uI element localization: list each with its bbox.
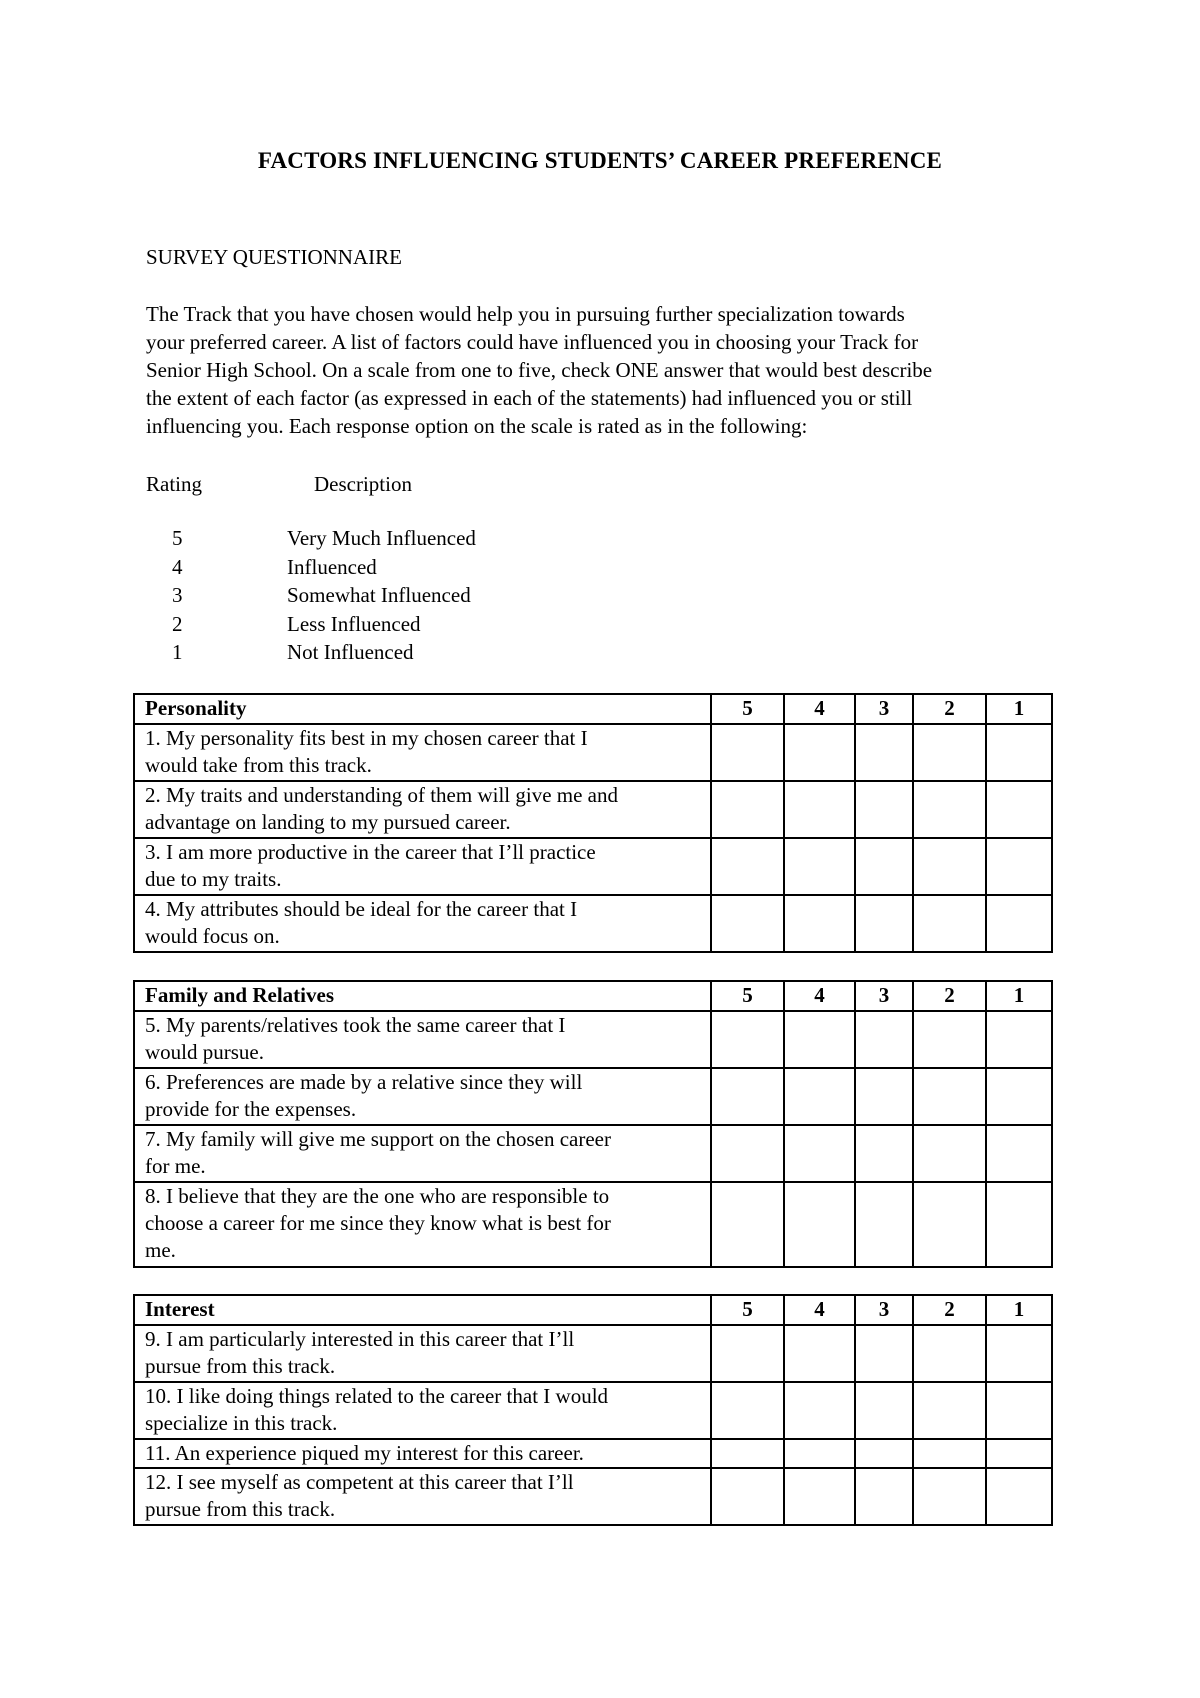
rating-column-header: 4 [784,1295,855,1325]
rating-checkbox-4[interactable] [784,1182,855,1267]
rating-checkbox-5[interactable] [711,895,784,952]
rating-header: Rating [146,472,202,496]
rating-checkbox-2[interactable] [913,1182,986,1267]
rating-checkbox-5[interactable] [711,1468,784,1525]
question-statement [134,1125,711,1182]
question-statement [134,1011,711,1068]
rating-column-header: 1 [986,981,1052,1011]
rating-checkbox-1[interactable] [986,1468,1052,1525]
rating-checkbox-2[interactable] [913,838,986,895]
rating-checkbox-3[interactable] [855,1468,913,1525]
scale-header [146,472,412,497]
rating-checkbox-2[interactable] [913,1011,986,1068]
rating-checkbox-1[interactable] [986,838,1052,895]
rating-checkbox-5[interactable] [711,781,784,838]
rating-checkbox-4[interactable] [784,1011,855,1068]
survey-table [133,693,1053,953]
rating-column-header: 2 [913,981,986,1011]
statement-line: specialize in this track. [145,1411,338,1435]
question-statement [134,1182,711,1267]
question-statement [134,724,711,781]
statement-line: 4. My attributes should be ideal for the career that I [145,897,578,921]
statement-line: 7. My family will give me support on the chosen career [145,1127,611,1151]
rating-checkbox-4[interactable] [784,724,855,781]
rating-checkbox-1[interactable] [986,1011,1052,1068]
scale-label: Less Influenced [287,611,421,636]
rating-checkbox-3[interactable] [855,1125,913,1182]
rating-column-header: 2 [913,694,986,724]
question-statement [134,1382,711,1439]
statement-line: for me. [145,1154,206,1178]
rating-checkbox-5[interactable] [711,1382,784,1439]
rating-column-header: 5 [711,694,784,724]
statement-line: 3. I am more productive in the career that I’ll practice [145,840,596,864]
statement-line: 1. My personality fits best in my chosen career that I [145,726,588,750]
rating-column-header: 3 [855,981,913,1011]
rating-checkbox-1[interactable] [986,781,1052,838]
rating-checkbox-1[interactable] [986,895,1052,952]
scale-value: 1 [172,640,183,664]
rating-checkbox-1[interactable] [986,1125,1052,1182]
scale-value: 5 [172,526,183,550]
question-statement [134,781,711,838]
document-subtitle: SURVEY QUESTIONNAIRE [146,245,402,269]
scale-value: 3 [172,583,183,607]
rating-checkbox-1[interactable] [986,1439,1052,1468]
rating-column-header: 4 [784,694,855,724]
statement-line: choose a career for me since they know what is best for [145,1211,611,1235]
question-row [134,838,1052,895]
statement-line: 12. I see myself as competent at this career that I’ll [145,1470,574,1494]
intro-paragraph [146,300,1066,440]
question-row [134,1468,1052,1525]
rating-checkbox-2[interactable] [913,1468,986,1525]
statement-line: pursue from this track. [145,1354,336,1378]
statement-line: 11. An experience piqued my interest for this career. [145,1441,584,1465]
rating-checkbox-3[interactable] [855,1011,913,1068]
rating-checkbox-1[interactable] [986,1382,1052,1439]
intro-line: Senior High School. On a scale from one to five, check ONE answer that would best describe [146,358,933,382]
question-row [134,1325,1052,1382]
rating-checkbox-3[interactable] [855,781,913,838]
question-statement [134,838,711,895]
scale-label: Not Influenced [287,640,414,664]
rating-checkbox-5[interactable] [711,724,784,781]
statement-line: 8. I believe that they are the one who are responsible to [145,1184,610,1208]
rating-checkbox-2[interactable] [913,781,986,838]
statement-line: 9. I am particularly interested in this career that I’ll [145,1327,575,1351]
rating-checkbox-2[interactable] [913,1068,986,1125]
survey-table [133,980,1053,1268]
question-row [134,1439,1052,1468]
rating-column-header: 3 [855,694,913,724]
rating-checkbox-3[interactable] [855,838,913,895]
statement-line: me. [145,1238,176,1262]
intro-line: your preferred career. A list of factors could have influenced you in choosing your Track for [146,330,919,354]
scale-label: Very Much Influenced [287,526,476,550]
question-statement [134,1325,711,1382]
rating-checkbox-2[interactable] [913,1325,986,1382]
rating-column-header: 1 [986,1295,1052,1325]
question-row [134,1125,1052,1182]
statement-line: would focus on. [145,924,280,948]
question-statement [134,895,711,952]
rating-checkbox-2[interactable] [913,724,986,781]
rating-checkbox-4[interactable] [784,1382,855,1439]
rating-checkbox-4[interactable] [784,1125,855,1182]
rating-checkbox-1[interactable] [986,724,1052,781]
rating-column-header: 3 [855,1295,913,1325]
section-header-row [134,981,1052,1011]
rating-checkbox-5[interactable] [711,1125,784,1182]
rating-checkbox-5[interactable] [711,1068,784,1125]
scale-label: Influenced [287,554,377,579]
section-header-row [134,694,1052,724]
statement-line: 6. Preferences are made by a relative since they will [145,1070,583,1094]
rating-checkbox-2[interactable] [913,895,986,952]
statement-line: advantage on landing to my pursued career. [145,810,511,834]
rating-checkbox-3[interactable] [855,895,913,952]
document-title: FACTORS INFLUENCING STUDENTS’ CAREER PREFERENCE [257,148,943,173]
rating-checkbox-1[interactable] [986,1325,1052,1382]
question-row [134,1382,1052,1439]
statement-line: 2. My traits and understanding of them will give me and [145,783,618,807]
rating-checkbox-5[interactable] [711,838,784,895]
rating-checkbox-4[interactable] [784,1439,855,1468]
statement-line: pursue from this track. [145,1497,336,1521]
rating-checkbox-3[interactable] [855,1439,913,1468]
question-row [134,781,1052,838]
rating-checkbox-3[interactable] [855,724,913,781]
question-row [134,724,1052,781]
section-title: Personality [134,694,711,724]
question-row [134,1068,1052,1125]
rating-checkbox-5[interactable] [711,1011,784,1068]
question-statement [134,1468,711,1525]
section-title: Interest [134,1295,711,1325]
rating-column-header: 2 [913,1295,986,1325]
intro-line: The Track that you have chosen would help you in pursuing further specialization towards [146,302,905,326]
rating-checkbox-3[interactable] [855,1325,913,1382]
rating-checkbox-2[interactable] [913,1125,986,1182]
intro-line: influencing you. Each response option on the scale is rated as in the following: [146,414,808,438]
rating-checkbox-1[interactable] [986,1182,1052,1267]
scale-value: 2 [172,611,183,636]
rating-checkbox-4[interactable] [784,1068,855,1125]
rating-checkbox-4[interactable] [784,1468,855,1525]
section-header-row [134,1295,1052,1325]
rating-checkbox-1[interactable] [986,1068,1052,1125]
rating-checkbox-5[interactable] [711,1439,784,1468]
statement-line: provide for the expenses. [145,1097,357,1121]
statement-line: 5. My parents/relatives took the same career that I [145,1013,566,1037]
rating-checkbox-5[interactable] [711,1325,784,1382]
question-row [134,1011,1052,1068]
statement-line: would pursue. [145,1040,264,1064]
section-title: Family and Relatives [134,981,711,1011]
question-statement [134,1068,711,1125]
question-statement [134,1439,711,1468]
rating-checkbox-5[interactable] [711,1182,784,1267]
scale-value: 4 [172,554,183,579]
rating-column-header: 4 [784,981,855,1011]
rating-checkbox-3[interactable] [855,1182,913,1267]
rating-checkbox-4[interactable] [784,895,855,952]
scale-label: Somewhat Influenced [287,583,471,607]
survey-table [133,1294,1053,1526]
statement-line: would take from this track. [145,753,372,777]
intro-line: the extent of each factor (as expressed in each of the statements) had influenced you or still [146,386,913,410]
rating-column-header: 5 [711,981,784,1011]
question-row [134,895,1052,952]
rating-checkbox-2[interactable] [913,1382,986,1439]
rating-checkbox-2[interactable] [913,1439,986,1468]
rating-checkbox-3[interactable] [855,1382,913,1439]
rating-checkbox-4[interactable] [784,1325,855,1382]
rating-checkbox-3[interactable] [855,1068,913,1125]
statement-line: due to my traits. [145,867,282,891]
rating-column-header: 1 [986,694,1052,724]
rating-column-header: 5 [711,1295,784,1325]
question-row [134,1182,1052,1267]
rating-checkbox-4[interactable] [784,781,855,838]
description-header: Description [314,472,412,496]
rating-checkbox-4[interactable] [784,838,855,895]
statement-line: 10. I like doing things related to the career that I would [145,1384,609,1408]
